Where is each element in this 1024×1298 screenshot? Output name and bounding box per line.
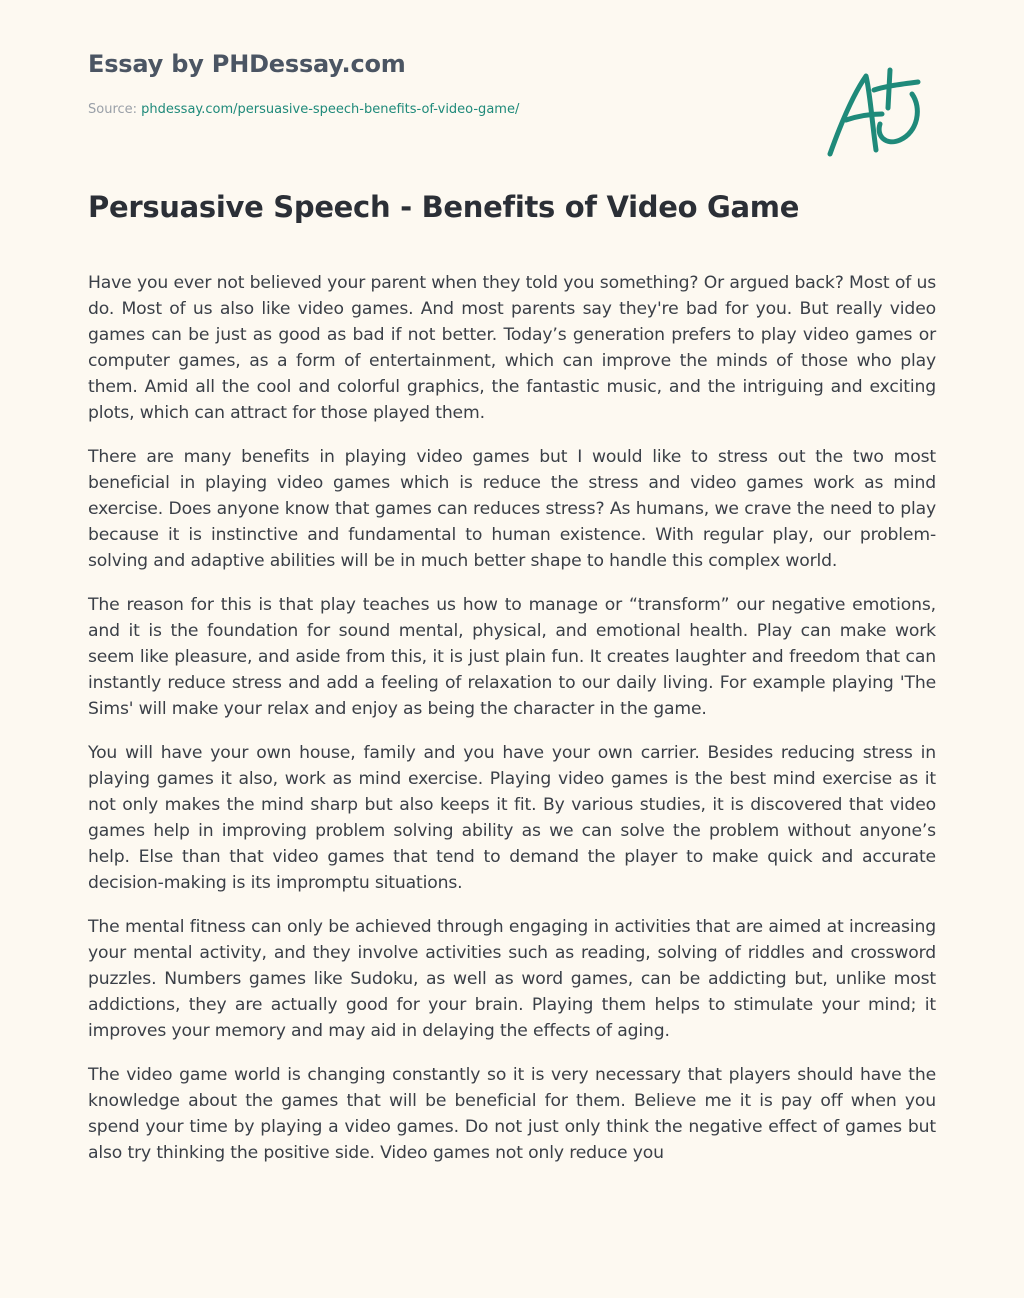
page-header: [88, 50, 936, 117]
source-label: Source:: [88, 102, 142, 117]
a-plus-logo-icon: [818, 62, 930, 162]
source-link[interactable]: phdessay.com/persuasive-speech-benefits-of-video-game/: [141, 102, 520, 117]
site-brand[interactable]: Essay by PHDessay.com: [88, 50, 406, 78]
paragraph: The video game world is changing constantly so it is very necessary that players should have the knowledge about the games that will be beneficial for them. Believe me it is pay off when you spend your time by playing a video games. Do not just only think the negative effect of games but also try thinking the positive side. Video games not only reduce you: [88, 1065, 936, 1163]
paragraph: You will have your own house, family and you have your own carrier. Besides reducing stress in playing games it also, work as mind exercise. Playing video games is the best mind exercise as it not only makes the mind sharp but also keeps it fit. By various studies, it is discovered that video games help in improving problem solving ability as we can solve the problem without anyone’s help. Else than that video games that tend to demand the player to make quick and accurate decision-making is its impromptu situations.: [88, 743, 936, 893]
source-line: [88, 102, 936, 117]
paragraph: The mental fitness can only be achieved through engaging in activities that are aimed at increasing your mental activity, and they involve activities such as reading, solving of riddles and crossword puzzles. Numbers games like Sudoku, as well as word games, can be addicting but, unlike most addictions, they are actually good for your brain. Playing them helps to stimulate your mind; it improves your memory and may aid in delaying the effects of aging.: [88, 917, 936, 1041]
paragraph: There are many benefits in playing video games but I would like to stress out the two most beneficial in playing video games which is reduce the stress and video games work as mind exercise. Does anyone know that games can reduces stress? As humans, we crave the need to play because it is instinctive and fundamental to human existence. With regular play, our problem-solving and adaptive abilities will be in much better shape to handle this complex world.: [88, 447, 936, 571]
essay-body: [88, 270, 936, 1184]
paragraph: Have you ever not believed your parent when they told you something? Or argued back? Most of us do. Most of us also like video games. And most parents say they're bad for you. But really video games can be just as good as bad if not better. Today’s generation prefers to play video games or computer games, as a form of entertainment, which can improve the minds of those who play them. Amid all the cool and colorful graphics, the fantastic music, and the intriguing and exciting plots, which can attract for those played them.: [88, 273, 936, 423]
essay-title: Persuasive Speech - Benefits of Video Game: [88, 190, 800, 224]
paragraph: The reason for this is that play teaches us how to manage or “transform” our negative emotions, and it is the foundation for sound mental, physical, and emotional health. Play can make work seem like pleasure, and aside from this, it is just plain fun. It creates laughter and freedom that can instantly reduce stress and add a feeling of relaxation to our daily living. For example playing 'The Sims' will make your relax and enjoy as being the character in the game.: [88, 595, 936, 719]
